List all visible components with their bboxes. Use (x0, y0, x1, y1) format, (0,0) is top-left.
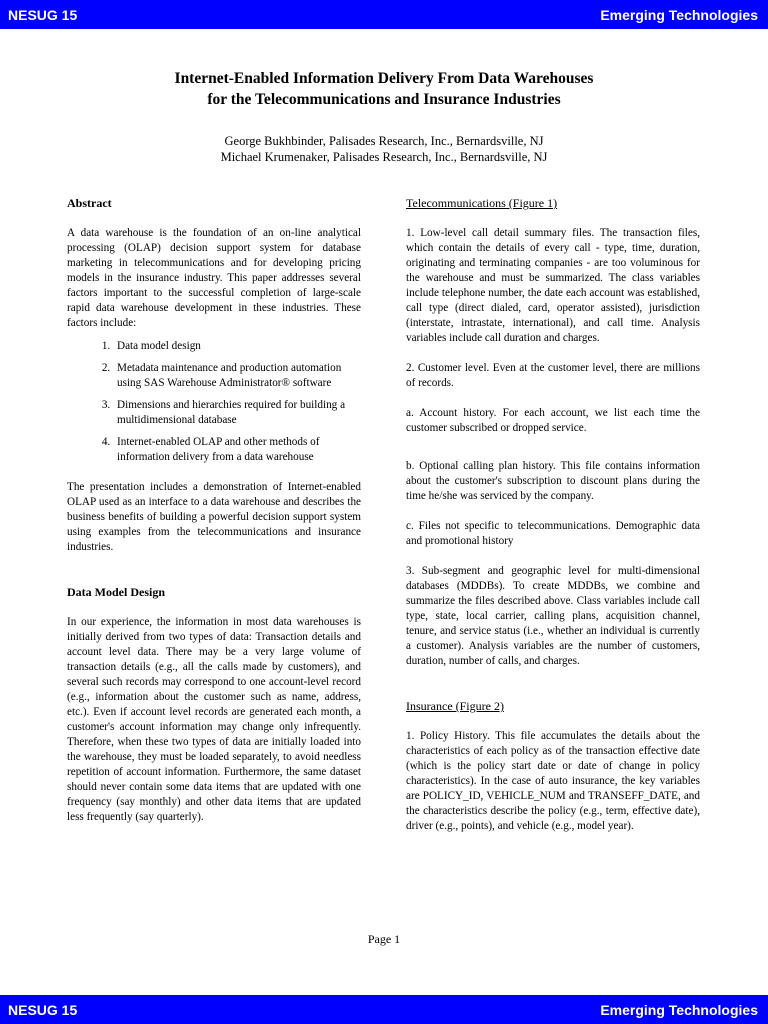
title-line-2: for the Telecommunications and Insurance Industries (207, 91, 561, 108)
insurance-heading: Insurance (Figure 2) (406, 699, 504, 713)
abstract-paragraph-2: The presentation includes a demonstration of Internet-enabled OLAP used as an interface to a data warehouse and describes the business benefits of building a powerful decision support system using examples from the telecommunications and insurance industries. (67, 481, 361, 553)
header-track: Emerging Technologies (600, 7, 758, 23)
list-item: 2. Metadata maintenance and production automation using SAS Warehouse Administrator® software (113, 361, 361, 391)
factor-list (67, 339, 361, 465)
footer-track: Emerging Technologies (600, 1002, 758, 1018)
telecom-paragraph-4: b. Optional calling plan history. This file contains information about the customer's subscription to discount plans during the time he/she was serviced by the company. (406, 460, 700, 502)
data-model-paragraph: In our experience, the information in most data warehouses is initially derived from two types of data: Transaction details and account level data. There may be a very large volume of transaction details (e.g., all the calls made by customers), and several such records may correspond to one account-level record (e.g., information about the customer such as name, address, etc.). Even if account level records are generated each month, a customer's account information may change only infrequently. Therefore, when these two types of data are initially loaded into the warehouse, they must be loaded separately, to avoid needless repetition of account information. Furthermore, the same dataset should never contain some data items that are updated with one frequency (say monthly) and other data items that are updated less frequently (say quarterly). (67, 616, 361, 823)
authors (0, 133, 768, 165)
telecom-paragraph-6: 3. Sub-segment and geographic level for multi-dimensional databases (MDDBs). To create MDDBs, we combine and summarize the files described above. Class variables include call type, state, local carrier, calling plans, acquisition channel, tenure, and service status (i.e., whether an individual is currently a customer). Analysis variables are the number of customers, duration, number of calls, and charges. (406, 565, 700, 667)
telecom-heading: Telecommunications (Figure 1) (406, 196, 558, 210)
data-model-heading: Data Model Design (67, 585, 165, 599)
list-item: 3. Dimensions and hierarchies required for building a multidimensional database (113, 398, 361, 428)
insurance-paragraph-1: 1. Policy History. This file accumulates the details about the characteristics of each policy as of the transaction effective date (which is the policy start date or date of change in policy characteristics). In the case of auto insurance, the key variables are POLICY_ID, VEHICLE_NUM and TRANSEFF_DATE, and the characteristics describe the policy (e.g., term, effective date), driver (e.g., points), and vehicle (e.g., model year). (406, 730, 700, 832)
paper-title (0, 68, 768, 110)
telecom-paragraph-2: 2. Customer level. Even at the customer level, there are millions of records. (406, 362, 700, 389)
right-column (406, 196, 700, 834)
list-item: 4. Internet-enabled OLAP and other methods of information delivery from a data warehouse (113, 435, 361, 465)
footer-bar (0, 995, 768, 1024)
header-conference: NESUG 15 (8, 7, 78, 23)
title-line-1: Internet-Enabled Information Delivery From Data Warehouses (174, 70, 594, 87)
telecom-paragraph-3: a. Account history. For each account, we list each time the customer subscribed or dropped service. (406, 407, 700, 434)
telecom-paragraph-1: 1. Low-level call detail summary files. The transaction files, which contain the details of every call - type, time, duration, originating and terminating companies - are too voluminous for the warehouse and must be summarized. The class variables include telephone number, the date each account was established, call type (direct dialed, card, operator assisted), jurisdiction (interstate, intrastate, international), and call time. Analysis variables include call duration and charges. (406, 227, 700, 344)
footer-conference: NESUG 15 (8, 1002, 78, 1018)
author-2: Michael Krumenaker, Palisades Research, Inc., Bernardsville, NJ (220, 150, 548, 164)
author-1: George Bukhbinder, Palisades Research, Inc., Bernardsville, NJ (224, 134, 544, 148)
left-column (67, 196, 361, 825)
page-number: Page 1 (367, 932, 401, 946)
abstract-paragraph-1: A data warehouse is the foundation of an on-line analytical processing (OLAP) decision support system for database marketing in telecommunications and for developing pricing models in the insurance industry. This paper addresses several factors important to the successful completion of large-scale rapid data warehouse development in these industries. These factors include: (67, 227, 361, 329)
abstract-heading: Abstract (67, 196, 112, 210)
telecom-paragraph-5: c. Files not specific to telecommunications. Demographic data and promotional history (406, 520, 700, 547)
list-item: 1. Data model design (113, 339, 361, 354)
header-bar (0, 0, 768, 29)
